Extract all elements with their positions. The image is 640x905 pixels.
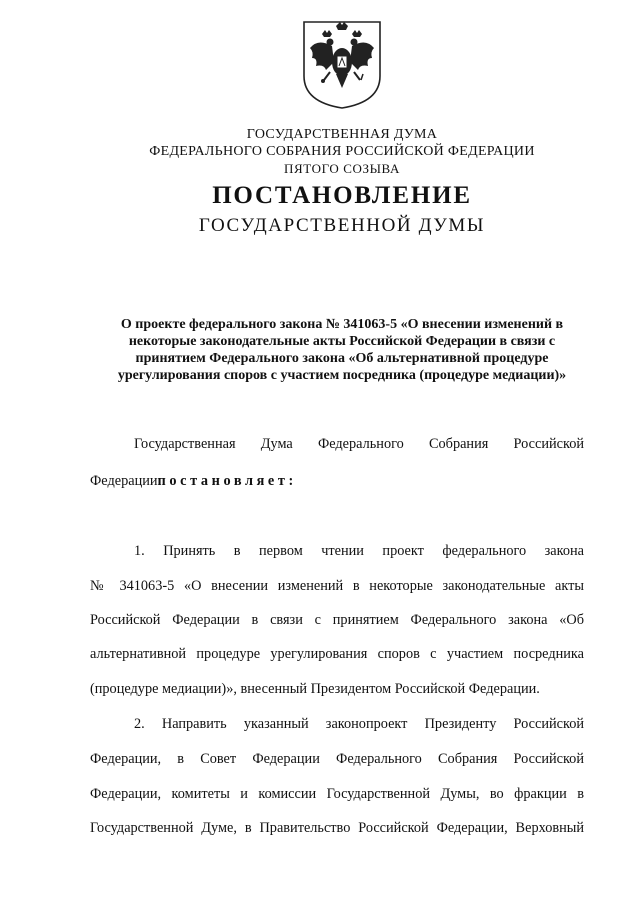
subject-line: некоторые законодательные акты Российской Федерации в связи с [128,334,556,349]
clause-1-line: 1. Принять в первом чтении проект федерального закона [134,543,584,559]
subject-line: О проекте федерального закона № 341063-5 «О внесении изменений в [120,317,564,332]
clause-1-line: Российской Федерации в связи с принятием Федерального закона «Об [90,612,584,628]
document-subtitle: ГОСУДАРСТВЕННОЙ ДУМЫ [198,215,486,236]
issuer-line-1: ГОСУДАРСТВЕННАЯ ДУМА [246,127,438,142]
clause-2-line: 2. Направить указанный законопроект Президенту Российской [134,716,584,732]
subject-line: принятием Федерального закона «Об альтернативной процедуре [135,351,549,366]
issuer-line-2: ФЕДЕРАЛЬНОГО СОБРАНИЯ РОССИЙСКОЙ ФЕДЕРАЦИИ [149,144,535,159]
intro-prefix: Федерации [90,473,158,489]
subject-line: урегулирования споров с участием посредника (процедуре медиации)» [117,368,567,383]
state-emblem-icon [300,18,384,110]
subject-heading [92,316,592,384]
intro-line: Государственная Дума Федерального Собрания Российской [134,436,584,452]
resolves-word: постановляет: [157,473,297,489]
clause-2-line: Федерации, комитеты и комиссии Государственной Думы, во фракции в [90,786,584,802]
clause-1-line: (процедуре медиации)», внесенный Президентом Российской Федерации. [90,681,540,697]
document-title: ПОСТАНОВЛЕНИЕ [212,182,472,209]
convocation-line: ПЯТОГО СОЗЫВА [284,161,400,176]
clause-2-line: Государственной Думе, в Правительство Российской Федерации, Верховный [90,820,584,836]
clause-1-line: № 341063-5 «О внесении изменений в некоторые законодательные акты [90,578,584,594]
intro-line-2 [90,472,584,490]
clause-2-line: Федерации, в Совет Федерации Федерального Собрания Российской [90,751,584,767]
clause-1-line: альтернативной процедуре урегулирования споров с участием посредника [90,646,584,662]
